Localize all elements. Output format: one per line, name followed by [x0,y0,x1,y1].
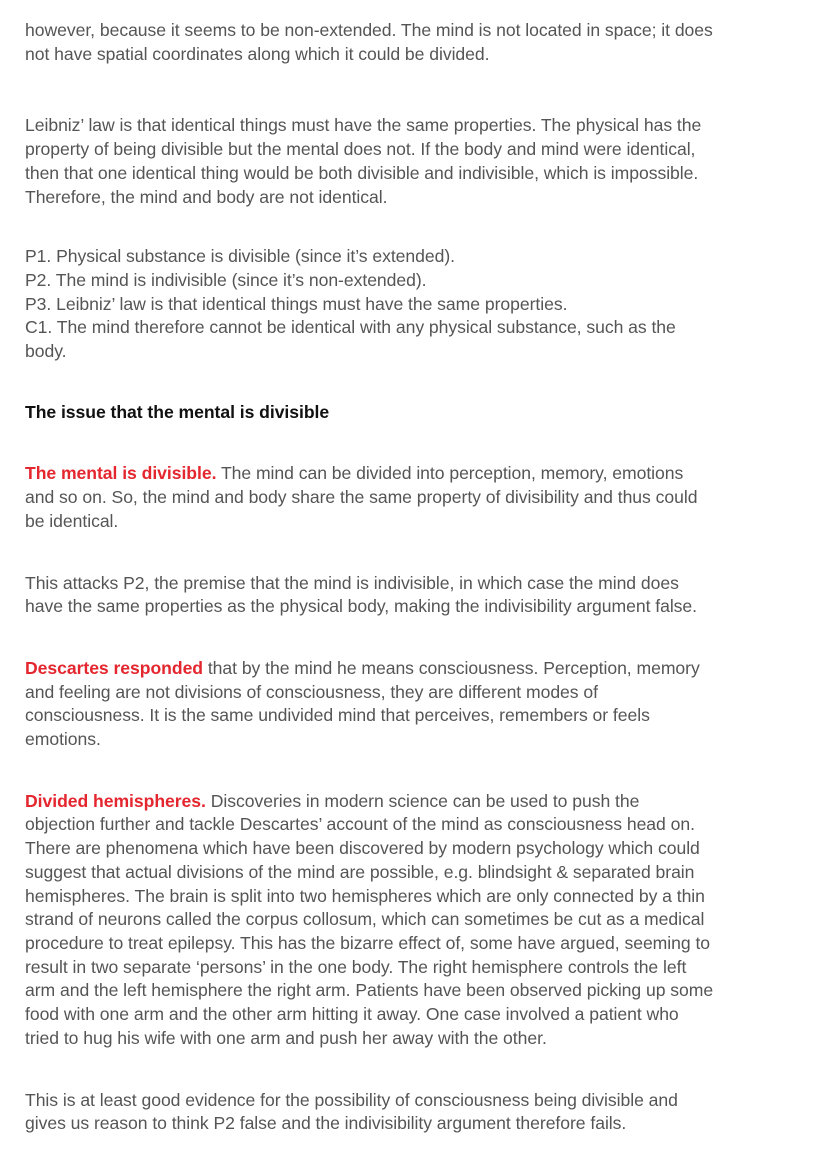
text-line: then that one identical thing would be both divisible and indivisible, which is impossible. [25,162,699,183]
text-line [25,462,810,486]
text-line: and so on. So, the mind and body share the same property of divisibility and thus could [25,487,698,508]
paragraph-attacks-p2 [25,572,810,619]
text-line: consciousness. It is the same undivided mind that perceives, remembers or feels [25,705,650,726]
text-line: procedure to treat epilepsy. This has the bizarre effect of, some have argued, seeming to [25,932,711,953]
text-line: Leibniz’ law is that identical things must have the same properties. The physical has the [25,115,702,136]
lead-continuation: Discoveries in modern science can be used to push the [205,790,640,811]
lead-phrase: Divided hemispheres. [25,790,206,811]
paragraph-non-extended-mind [25,19,810,66]
document-page [25,19,810,1136]
text-line: have the same properties as the physical body, making the indivisibility argument false. [25,596,698,617]
lead-continuation: that by the mind he means consciousness. Perception, memory [203,657,700,678]
text-line: property of being divisible but the mental does not. If the body and mind were identical, [25,139,696,160]
premise-p1: P1. Physical substance is divisible (since it’s extended). [25,246,455,267]
text-line: This attacks P2, the premise that the mind is indivisible, in which case the mind does [25,572,679,593]
conclusion-c1-continued: body. [25,341,67,362]
text-line: however, because it seems to be non-extended. The mind is not located in space; it does [25,20,713,40]
conclusion-c1: C1. The mind therefore cannot be identical with any physical substance, such as the [25,317,676,338]
text-line: result in two separate ‘persons’ in the one body. The right hemisphere controls the left [25,956,687,977]
text-line: suggest that actual divisions of the mind are possible, e.g. blindsight & separated brain [25,861,695,882]
text-line: tried to hug his wife with one arm and push her away with the other. [25,1027,547,1048]
paragraph-divided-hemispheres [25,790,810,1051]
text-line: and feeling are not divisions of consciousness, they are different modes of [25,681,598,702]
paragraph-conclusion [25,1089,810,1136]
section-heading [25,401,810,425]
text-line: strand of neurons called the corpus collosum, which can sometimes be cut as a medical [25,909,705,930]
text-line: not have spatial coordinates along which it could be divided. [25,43,490,64]
lead-continuation: The mind can be divided into perception, memory, emotions [216,463,684,484]
text-line: There are phenomena which have been discovered by modern psychology which could [25,838,700,859]
lead-phrase: Descartes responded [25,657,203,678]
text-line: Therefore, the mind and body are not identical. [25,186,388,207]
argument-premises [25,245,810,364]
text-line: gives us reason to think P2 false and the indivisibility argument therefore fails. [25,1113,627,1134]
text-line: emotions. [25,729,101,750]
paragraph-mental-divisible [25,462,810,533]
text-line [25,790,810,814]
text-line: be identical. [25,510,119,531]
premise-p3: P3. Leibniz’ law is that identical things must have the same properties. [25,293,568,314]
text-line: objection further and tackle Descartes’ account of the mind as consciousness head on. [25,814,695,835]
text-line: hemispheres. The brain is split into two hemispheres which are only connected by a thin [25,885,705,906]
text-line [25,657,810,681]
text-line: arm and the left hemisphere the right arm. Patients have been observed picking up some [25,980,714,1001]
text-line: This is at least good evidence for the possibility of consciousness being divisible and [25,1089,678,1110]
paragraph-descartes-response [25,657,810,752]
text-line: food with one arm and the other arm hitting it away. One case involved a patient who [25,1004,679,1025]
lead-phrase: The mental is divisible. [25,463,217,484]
premise-p2: P2. The mind is indivisible (since it’s non-extended). [25,269,427,290]
heading-mental-divisible: The issue that the mental is divisible [25,401,330,422]
paragraph-leibniz-law [25,114,810,209]
